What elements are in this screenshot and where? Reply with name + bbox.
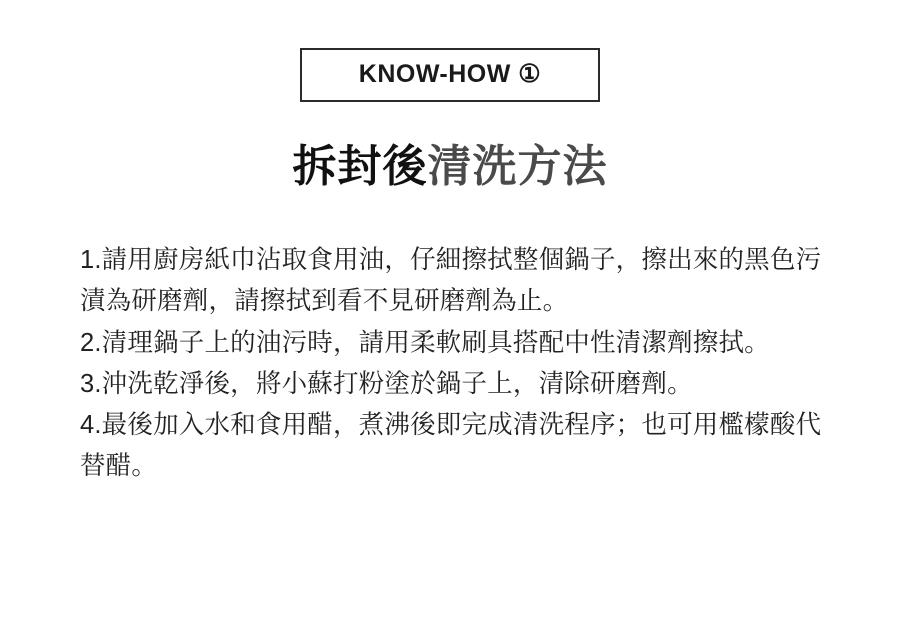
instruction-item-4: 4.最後加入水和食用醋，煮沸後即完成清洗程序；也可用檻檬酸代替醋。 [80,411,822,481]
instruction-item-3: 3.沖洗乾淨後，將小蘇打粉塗於鍋子上，清除研磨劑。 [80,369,693,398]
page-title [0,130,900,194]
heading-line [293,130,608,194]
know-how-badge [300,48,600,102]
badge-container [0,0,900,102]
heading-part-secondary: 清洗方法 [427,142,608,191]
instruction-item-1: 1.請用廚房紙巾沾取食用油，仔細擦拭整個鍋子，擦出來的黑色污漬為研磨劑，請擦拭到看不見研磨劑為止。 [80,246,822,316]
instruction-item-2: 2.清理鍋子上的油污時，請用柔軟刷具搭配中性清潔劑擦拭。 [80,328,770,357]
instructions-body [80,240,822,488]
heading-part-primary: 拆封後 [292,142,428,191]
know-how-badge-label: KNOW-HOW ① [358,60,542,88]
